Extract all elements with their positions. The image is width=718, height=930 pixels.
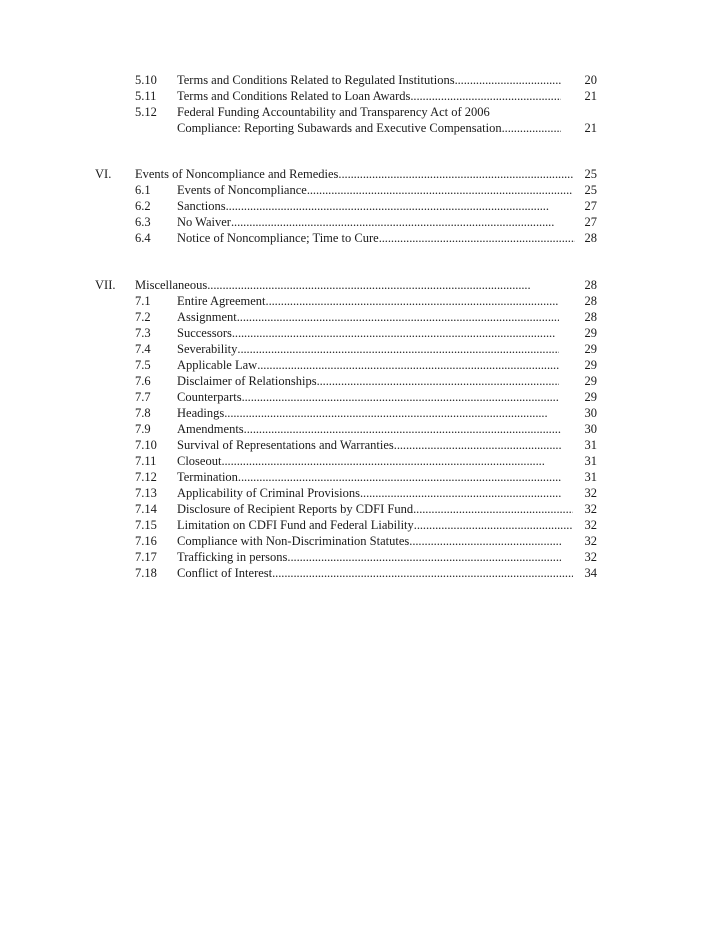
toc-leader [242,389,559,405]
toc-number: 7.15 [135,518,157,532]
toc-title: Amendments [177,422,244,436]
toc-page: 29 [584,358,597,372]
toc-page: 30 [584,422,597,436]
toc-number: 7.9 [135,422,151,436]
toc-title: Disclosure of Recipient Reports by CDFI Fund [177,502,414,516]
toc-page: 28 [584,278,597,292]
toc-number: 7.7 [135,390,151,404]
toc-leader [266,293,559,309]
toc-title: Applicability of Criminal Provisions [177,486,360,500]
toc-leader [272,565,573,581]
toc-entry-6-2 [135,198,597,214]
toc-leader [287,549,561,565]
toc-page: 31 [584,454,597,468]
toc-leader [224,405,561,421]
toc-page: 28 [584,231,597,245]
toc-page: 28 [584,310,597,324]
toc-leader [244,421,561,437]
toc-leader [394,437,561,453]
toc-leader [307,182,573,198]
toc-title: Conflict of Interest [177,566,273,580]
toc-title: Survival of Representations and Warranties [177,438,394,452]
toc-entry-5-11 [135,88,597,104]
toc-page: 28 [584,294,597,308]
toc-page: 21 [584,89,597,103]
toc-entry-7-1 [135,293,597,309]
toc-title: Closeout [177,454,222,468]
toc-number: 7.1 [135,294,151,308]
toc-number: 5.10 [135,73,157,87]
toc-page: 25 [584,183,597,197]
toc-title: Compliance with Non-Discrimination Statutes [177,534,410,548]
toc-entry-vii [95,277,597,293]
toc-leader [257,357,559,373]
toc-title: Applicable Law [177,358,258,372]
toc-entry-7-9 [135,421,597,437]
toc-leader [226,198,557,214]
toc-page: 29 [584,342,597,356]
toc-page: 25 [584,167,597,181]
toc-page: 31 [584,438,597,452]
toc-number: 6.1 [135,183,151,197]
toc-number: 5.11 [135,89,157,103]
toc-leader [379,230,575,246]
toc-page: 27 [584,199,597,213]
toc-entry-7-11 [135,453,597,469]
toc-title-line1: Federal Funding Accountability and Transparency Act of 2006 [177,105,490,119]
toc-leader [238,469,563,485]
toc-title: Termination [177,470,238,484]
toc-number: VI. [95,167,112,181]
toc-title: Headings [177,406,225,420]
toc-number: 6.2 [135,199,151,213]
toc-title: Limitation on CDFI Fund and Federal Liability [177,518,414,532]
toc-leader [207,277,559,293]
toc-leader [237,341,559,357]
toc-page: 31 [584,470,597,484]
toc-number: 7.5 [135,358,151,372]
toc-number: 7.13 [135,486,157,500]
toc-page: 29 [584,374,597,388]
toc-title: Severability [177,342,238,356]
toc-entry-7-2 [135,309,597,325]
toc-number: 7.11 [135,454,157,468]
toc-number: 7.3 [135,326,151,340]
toc-leader [410,88,561,104]
toc-title: Compliance: Reporting Subawards and Executive Compensation [177,121,502,135]
toc-entry-7-10 [135,437,597,453]
toc-number: 6.3 [135,215,151,229]
toc-title: Counterparts [177,390,242,404]
toc-leader [231,214,557,230]
toc-leader [360,485,561,501]
toc-entry-7-5 [135,357,597,373]
toc-page: 27 [584,215,597,229]
toc-title: Miscellaneous [135,278,208,292]
toc-title: Disclaimer of Relationships [177,374,317,388]
toc-leader [237,309,559,325]
toc-leader [409,533,561,549]
toc-leader [413,501,573,517]
toc-page: 34 [584,566,597,580]
toc-entry-6-4 [135,230,597,246]
toc-leader [455,72,561,88]
toc-page: 21 [584,121,597,135]
toc-page: 29 [584,326,597,340]
toc-page: 32 [584,534,597,548]
toc-number: 7.17 [135,550,157,564]
toc-number: 7.16 [135,534,157,548]
toc-title: Events of Noncompliance [177,183,307,197]
toc-number: 7.10 [135,438,157,452]
toc-number: 7.8 [135,406,151,420]
toc-page: 29 [584,390,597,404]
toc-title: Successors [177,326,232,340]
toc-page: 32 [584,502,597,516]
toc-number: 7.2 [135,310,151,324]
toc-leader [221,453,561,469]
toc-title: Events of Noncompliance and Remedies [135,167,339,181]
toc-number: 5.12 [135,105,157,119]
toc-leader [232,325,559,341]
toc-entry-6-3 [135,214,597,230]
toc-entry-7-14 [135,501,597,517]
toc-entry-vi [95,166,597,182]
toc-title: Terms and Conditions Related to Regulated Institutions [177,73,455,87]
toc-number: 7.6 [135,374,151,388]
toc-title: Entire Agreement [177,294,266,308]
toc-number: 7.18 [135,566,157,580]
toc-page: 32 [584,518,597,532]
toc-entry-7-7 [135,389,597,405]
toc-number: VII. [95,278,116,292]
toc-entry-7-15 [135,517,597,533]
toc-number: 7.12 [135,470,157,484]
toc-leader [414,517,573,533]
toc-title: No Waiver [177,215,231,229]
toc-entry-7-13 [135,485,597,501]
toc-entry-5-12-cont [135,120,597,136]
toc-page: 30 [584,406,597,420]
toc-title: Assignment [177,310,237,324]
toc-entry-7-8 [135,405,597,421]
toc-number: 7.14 [135,502,157,516]
toc-entry-7-18 [135,565,597,581]
toc-title: Notice of Noncompliance; Time to Cure [177,231,379,245]
toc-page: 32 [584,486,597,500]
toc-entry-5-10 [135,72,597,88]
toc-leader [317,373,559,389]
toc-entry-7-6 [135,373,597,389]
toc-title: Sanctions [177,199,226,213]
toc-title: Terms and Conditions Related to Loan Awards [177,89,411,103]
toc-number: 6.4 [135,231,151,245]
toc-title: Trafficking in persons [177,550,288,564]
toc-page: 20 [584,73,597,87]
toc-entry-5-12 [135,104,597,120]
toc-entry-7-4 [135,341,597,357]
toc-entry-6-1 [135,182,597,198]
toc-leader [502,120,561,136]
toc-leader [338,166,573,182]
toc-entry-7-16 [135,533,597,549]
toc-entry-7-3 [135,325,597,341]
toc-number: 7.4 [135,342,151,356]
toc-entry-7-12 [135,469,597,485]
toc-entry-7-17 [135,549,597,565]
toc-page: 32 [584,550,597,564]
